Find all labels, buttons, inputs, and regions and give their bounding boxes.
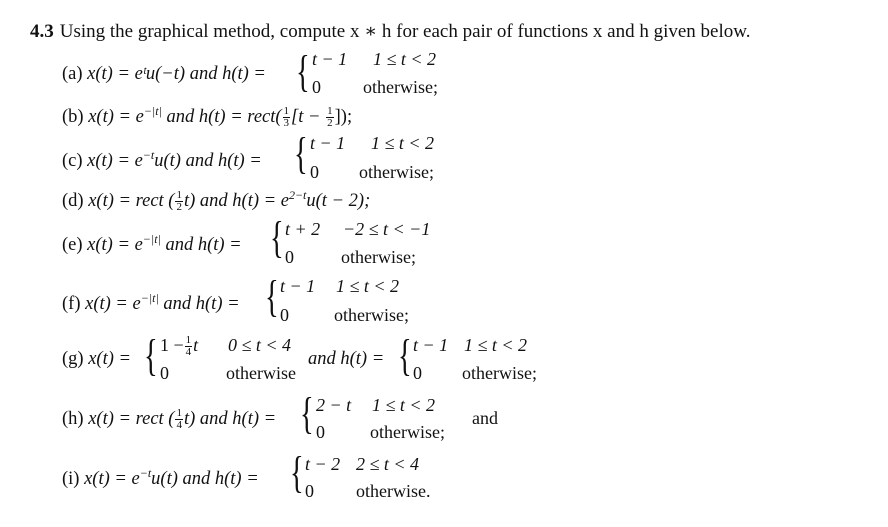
part-b-exponent: −|t|: [143, 104, 162, 118]
part-c-label: (c): [62, 151, 83, 172]
part-g-x-range1: 0 ≤ t < 4: [228, 335, 292, 355]
part-g-x: x(t) =: [88, 349, 131, 369]
part-h-case1: 2 − t: [316, 395, 352, 415]
part-g-h-case1: t − 1: [413, 335, 449, 355]
part-c-range2: otherwise;: [359, 162, 434, 182]
part-i-rest: u(t) and h(t) =: [151, 469, 259, 490]
part-a-expression: [62, 64, 266, 85]
part-i-expression: [62, 466, 259, 490]
part-g-expression: [62, 349, 131, 370]
part-f-case2: 0: [280, 305, 289, 325]
part-g-h: and h(t) =: [308, 349, 385, 369]
part-d-expression: [62, 188, 370, 213]
part-f-range1: 1 ≤ t < 2: [336, 276, 400, 296]
part-g-x-case2: 0: [160, 363, 169, 383]
problem-number: 4.3: [30, 21, 54, 42]
part-e-expression: [62, 232, 242, 256]
part-e-exponent: −|t|: [142, 232, 161, 246]
problem-heading: [30, 20, 751, 43]
part-h-range2: otherwise;: [370, 422, 445, 442]
part-b-mid: [t −: [291, 107, 321, 128]
part-g-h-case2: 0: [413, 363, 422, 383]
part-a-range1: 1 ≤ t < 2: [373, 49, 437, 69]
part-e-case2: 0: [285, 247, 294, 267]
part-h-and: and: [472, 408, 498, 428]
part-d-label: (d): [62, 191, 84, 212]
part-f-exponent: −|t|: [140, 291, 159, 305]
part-g-x-brace: {: [144, 331, 158, 380]
part-g-label: (g): [62, 349, 84, 369]
part-i-x: x(t) = e: [84, 469, 140, 490]
part-d-mid: t) and h(t) = e: [183, 191, 289, 212]
part-g-h-range2: otherwise;: [462, 363, 537, 383]
part-c-range1: 1 ≤ t < 2: [371, 133, 435, 153]
part-e-range1: −2 ≤ t < −1: [343, 219, 431, 239]
part-f-range2: otherwise;: [334, 305, 409, 325]
part-c-case2: 0: [310, 162, 319, 182]
part-i-range1: 2 ≤ t < 4: [356, 454, 420, 474]
part-f-expression: [62, 291, 240, 315]
part-h-x: x(t) = rect (: [88, 408, 175, 429]
part-h-frac: $\frac{1}{4}$: [176, 407, 182, 431]
part-e-brace: {: [270, 213, 284, 262]
part-i-brace: {: [290, 448, 304, 497]
part-i-exponent: −t: [139, 466, 152, 480]
part-a-case2: 0: [312, 77, 321, 97]
part-b-x: x(t) = e: [88, 107, 144, 128]
part-f-brace: {: [265, 272, 279, 321]
part-g-x-case1: 1 − $\frac{1}{4}$ t: [160, 334, 199, 359]
part-h-brace: {: [300, 389, 314, 438]
part-e-case1: t + 2: [285, 219, 321, 239]
part-c-expression: [62, 148, 262, 172]
part-b-frac1: $\frac{1}{3}$: [283, 105, 290, 130]
part-h-range1: 1 ≤ t < 2: [372, 395, 436, 415]
part-b-expression: [62, 104, 352, 129]
part-c-case1: t − 1: [310, 133, 346, 153]
part-a-label: (a): [62, 64, 83, 84]
part-i-range2: otherwise.: [356, 481, 431, 501]
part-h-case2: 0: [316, 422, 325, 442]
part-h-label: (h): [62, 408, 84, 429]
part-a-brace: {: [296, 47, 310, 96]
part-f-label: (f): [62, 294, 81, 315]
part-i-label: (i): [62, 469, 80, 490]
part-a-range2: otherwise;: [363, 77, 438, 97]
part-g-frac: $\frac{1}{4}$: [185, 334, 192, 359]
part-b-h: and h(t) = rect(: [166, 107, 282, 128]
part-f-x: x(t) = e: [85, 294, 141, 315]
part-e-x: x(t) = e: [87, 235, 143, 256]
part-g-h-range1: 1 ≤ t < 2: [464, 335, 528, 355]
part-h-expression: [62, 408, 276, 431]
part-g-x-range2: otherwise: [226, 363, 296, 383]
part-c-rest: u(t) and h(t) =: [154, 151, 262, 172]
part-f-case1: t − 1: [280, 276, 316, 296]
part-e-rest: and h(t) =: [165, 235, 242, 256]
part-b-end: ]);: [334, 107, 353, 128]
part-c-x: x(t) = e: [87, 151, 143, 172]
part-f-rest: and h(t) =: [163, 294, 240, 315]
part-d-x: x(t) = rect (: [88, 191, 175, 212]
part-h-rest: t) and h(t) =: [183, 408, 277, 429]
part-a-x: x(t) = eᵗu(−t) and h(t) =: [87, 64, 266, 84]
problem-statement: Using the graphical method, compute x ∗ h for each pair of functions x and h given below.: [59, 21, 751, 42]
part-b-frac2: $\frac{1}{2}$: [327, 105, 333, 130]
part-e-range2: otherwise;: [341, 247, 416, 267]
part-d-frac: $\frac{1}{2}$: [176, 189, 182, 214]
part-i-case1: t − 2: [305, 454, 341, 474]
part-b-label: (b): [62, 107, 84, 128]
part-d-end: u(t − 2);: [306, 191, 371, 212]
part-c-exponent: −t: [142, 148, 155, 162]
part-g-h-brace: {: [398, 331, 412, 380]
part-c-brace: {: [294, 129, 308, 178]
part-i-case2: 0: [305, 481, 314, 501]
part-e-label: (e): [62, 235, 83, 256]
part-a-case1: t − 1: [312, 49, 348, 69]
part-d-exponent: 2−t: [288, 188, 307, 202]
